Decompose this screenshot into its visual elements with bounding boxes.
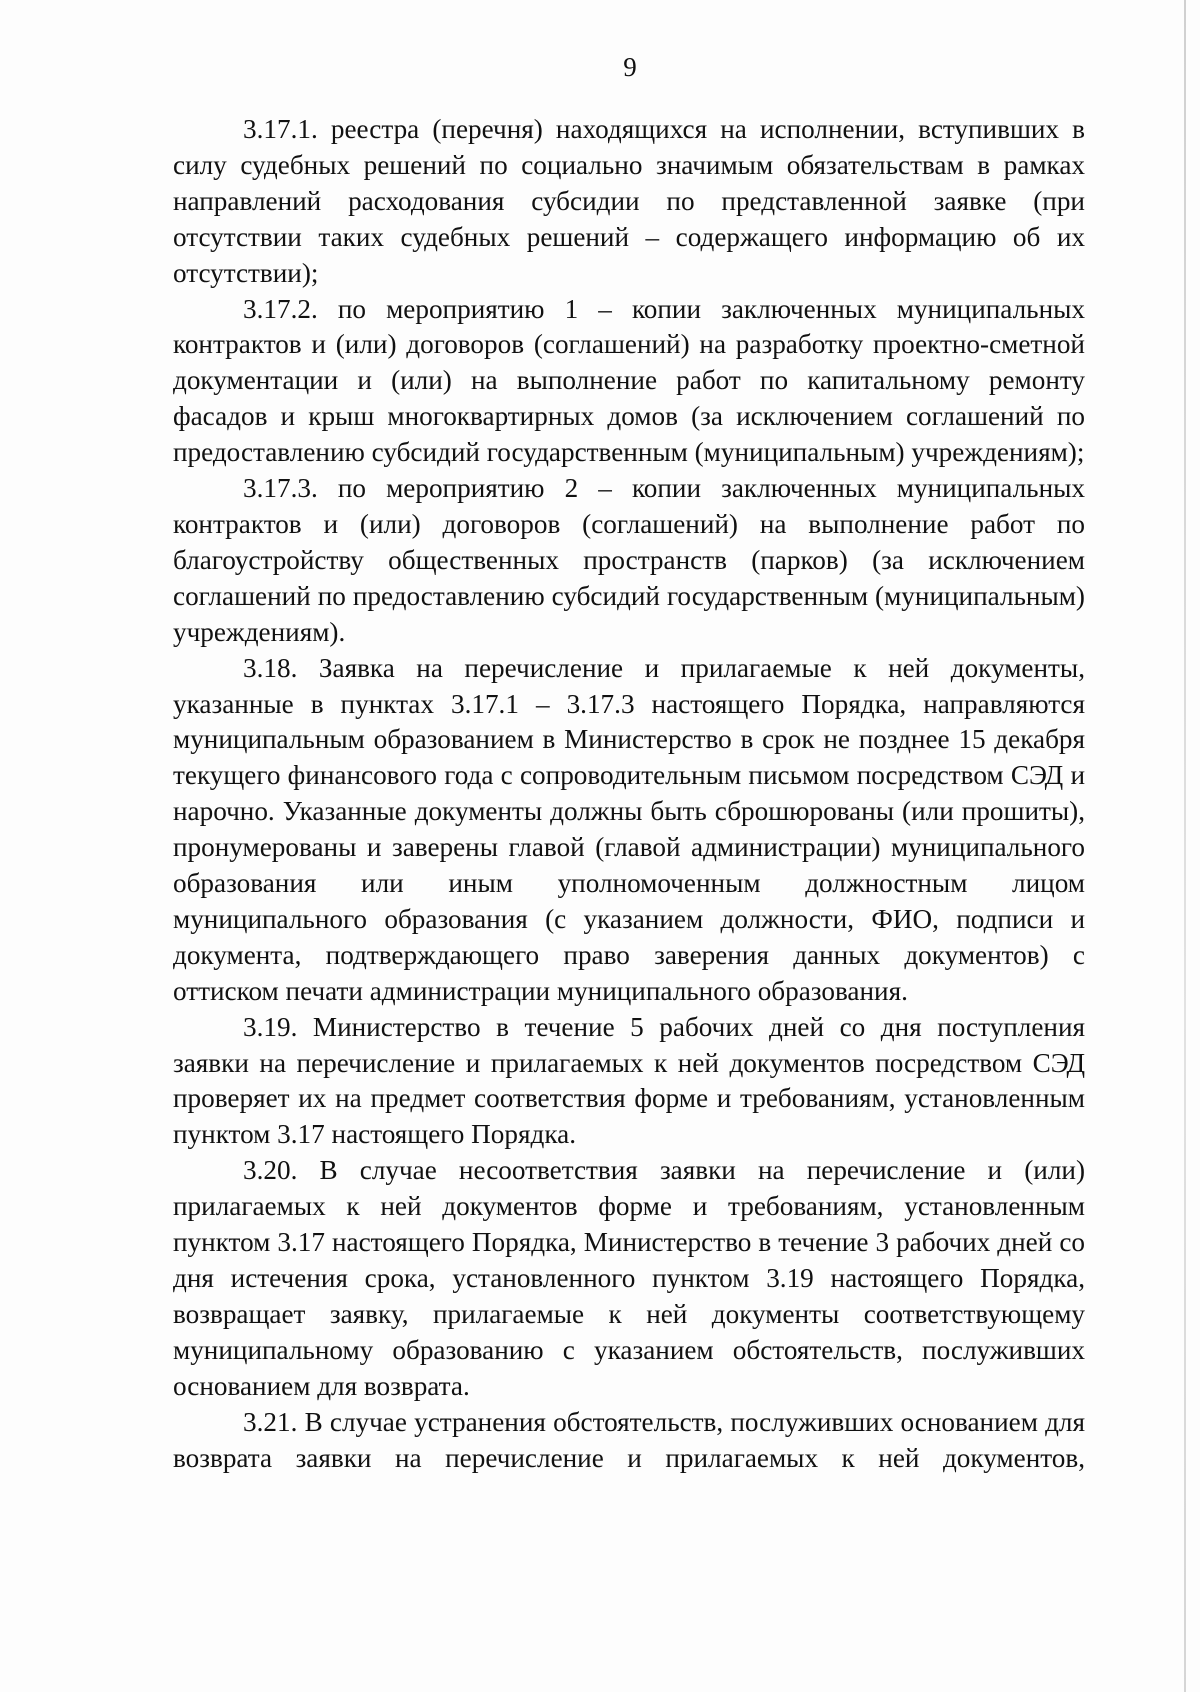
- paragraph-3-21: 3.21. В случае устранения обстоятельств, послуживших основанием для возврата заявки на перечисление и прилагаемых к ней документов,: [173, 1406, 1085, 1473]
- paragraph-3-17-3: 3.17.3. по мероприятию 2 – копии заключенных муниципальных контрактов и (или) договоров (соглашений) на выполнение работ по благоустройству общественных пространств (парков) (за исключением соглашений по предоставлению субсидий государственным (муниципальным) учреждениям).: [173, 473, 1085, 647]
- page-number: 9: [623, 52, 637, 82]
- paragraph-3-17-2: 3.17.2. по мероприятию 1 – копии заключенных муниципальных контрактов и (или) договоров (соглашений) на разработку проектно-сметной документации и (или) на выполнение работ по капитальному ремонту фасадов и крыш многоквартирных домов (за исключением соглашений по предоставлению субсидий государственным (муниципальным) учреждениям);: [173, 293, 1085, 468]
- paragraph-3-20: 3.20. В случае несоответствия заявки на перечисление и (или) прилагаемых к ней документов форме и требованиям, установленным пунктом 3.17 настоящего Порядка, Министерство в течение 3 рабочих дней со дня истечения срока, установленного пунктом 3.19 настоящего Порядка, возвращает заявку, прилагаемые к ней документы соответствующему муниципальному образованию с указанием обстоятельств, послуживших основанием для возврата.: [173, 1155, 1085, 1401]
- document-body: [173, 112, 1085, 1476]
- paragraph-3-19: 3.19. Министерство в течение 5 рабочих дней со дня поступления заявки на перечисление и прилагаемых к ней документов посредством СЭД проверяет их на предмет соответствия форме и требованиям, установленным пунктом 3.17 настоящего Порядка.: [173, 1011, 1085, 1150]
- scan-page-edge: [1184, 0, 1186, 1692]
- paragraph-3-18: 3.18. Заявка на перечисление и прилагаемые к ней документы, указанные в пунктах 3.17.1 – 3.17.3 настоящего Порядка, направляются муниципальным образованием в Министерство в срок не позднее 15 декабря текущего финансового года с сопроводительным письмом посредством СЭД и нарочно. Указанные документы должны быть сброшюрованы (или прошиты), пронумерованы и заверены главой (главой администрации) муниципального образования или иным уполномоченным должностным лицом муниципального образования (с указанием должности, ФИО, подписи и документа, подтверждающего право заверения данных документов) с оттиском печати администрации муниципального образования.: [173, 652, 1085, 1006]
- paragraph-3-17-1: 3.17.1. реестра (перечня) находящихся на исполнении, вступивших в силу судебных решений по социально значимым обязательствам в рамках направлений расходования субсидии по представленной заявке (при отсутствии таких судебных решений – содержащего информацию об их отсутствии);: [173, 114, 1085, 288]
